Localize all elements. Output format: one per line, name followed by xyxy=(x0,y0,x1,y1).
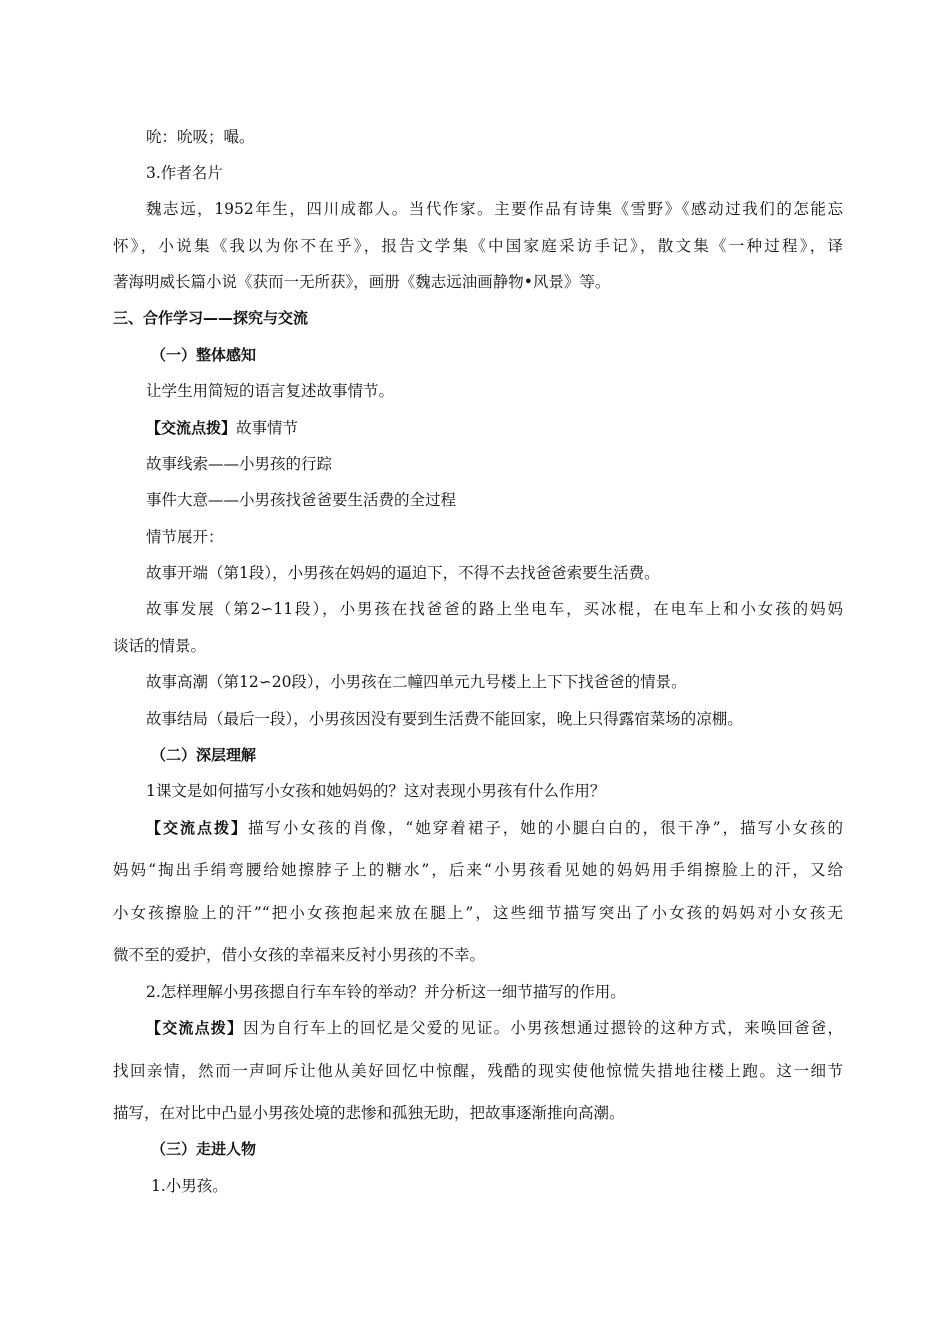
subsection-heading: （三）走进人物 xyxy=(151,1140,257,1158)
paragraph-line: 微不至的爱护，借小女孩的幸福来反衬小男孩的不幸。 xyxy=(113,946,486,964)
paragraph-line xyxy=(146,1018,843,1038)
exchange-tip-tag: 【交流点拨】 xyxy=(146,1019,244,1037)
paragraph-line: 事件大意——小男孩找爸爸要生活费的全过程 xyxy=(146,491,457,509)
paragraph-line: 故事线索——小男孩的行踪 xyxy=(146,455,333,473)
paragraph-line: 1课文是如何描写小女孩和她妈妈的？这对表现小男孩有什么作用？ xyxy=(146,782,606,800)
paragraph-line: 描写，在对比中凸显小男孩处境的悲惨和孤独无助，把故事逐渐推向高潮。 xyxy=(113,1104,625,1122)
paragraph-line xyxy=(146,818,843,838)
subsection-heading: （一）整体感知 xyxy=(151,346,257,364)
section-heading: 三、合作学习——探究与交流 xyxy=(113,309,309,327)
paragraph-line: 谈话的情景。 xyxy=(113,637,207,655)
exchange-tip-tag: 【交流点拨】 xyxy=(146,419,237,437)
paragraph-line: 1.小男孩。 xyxy=(151,1177,228,1195)
paragraph-line: 怀》，小说集《我以为你不在乎》，报告文学集《中国家庭采访手记》，散文集《一种过程》，译 xyxy=(113,237,843,255)
paragraph-line: 3.作者名片 xyxy=(146,164,223,182)
paragraph-line: 著海明威长篇小说《获而一无所获》，画册《魏志远油画静物•风景》等。 xyxy=(113,273,611,291)
paragraph-line: 妈妈“掏出手绢弯腰给她擦脖子上的糖水”，后来“小男孩看见她的妈妈用手绢擦脸上的汗，又给 xyxy=(113,861,843,879)
paragraph-line: 魏志远，1952年生，四川成都人。当代作家。主要作品有诗集《雪野》《感动过我们的怎能忘 xyxy=(146,200,843,218)
paragraph-line: 吮：吮吸；嘬。 xyxy=(146,128,255,146)
exchange-tip-tag: 【交流点拨】 xyxy=(146,819,248,837)
paragraph-line xyxy=(146,418,843,438)
paragraph-line: 让学生用简短的语言复述故事情节。 xyxy=(146,382,395,400)
paragraph-text: 故事情节 xyxy=(236,419,299,437)
paragraph-line: 故事高潮（第12∽20段），小男孩在二幢四单元九号楼上上下下找爸爸的情景。 xyxy=(146,673,687,691)
paragraph-text: 描写小女孩的肖像，“她穿着裙子，她的小腿白白的，很干净”，描写小女孩的 xyxy=(247,819,843,837)
paragraph-line: 故事发展（第2∽11段），小男孩在找爸爸的路上坐电车，买冰棍，在电车上和小女孩的妈妈 xyxy=(146,600,843,618)
paragraph-line: 找回亲情，然而一声呵斥让他从美好回忆中惊醒，残酷的现实使他惊慌失措地往楼上跑。这一细节 xyxy=(113,1062,843,1080)
paragraph-line: 小女孩擦脸上的汗”“把小女孩抱起来放在腿上”，这些细节描写突出了小女孩的妈妈对小女孩无 xyxy=(113,904,843,922)
subsection-heading: （二）深层理解 xyxy=(151,746,257,764)
paragraph-line: 2.怎样理解小男孩摁自行车车铃的举动？并分析这一细节描写的作用。 xyxy=(146,983,626,1001)
paragraph-line: 故事开端（第1段），小男孩在妈妈的逼迫下，不得不去找爸爸索要生活费。 xyxy=(146,564,660,582)
paragraph-line: 情节展开： xyxy=(146,528,224,546)
paragraph-line: 故事结局（最后一段），小男孩因没有要到生活费不能回家，晚上只得露宿菜场的凉棚。 xyxy=(146,710,743,728)
paragraph-text: 因为自行车上的回忆是父爱的见证。小男孩想通过摁铃的这种方式，来唤回爸爸， xyxy=(243,1019,843,1037)
